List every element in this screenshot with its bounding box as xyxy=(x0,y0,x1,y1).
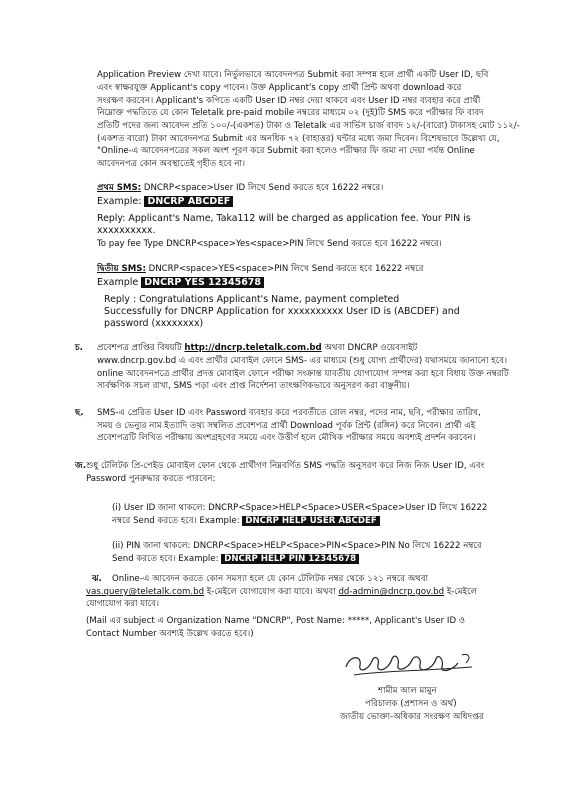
intro-line-5: প্রতিটি পদের জন্য আবেদন প্রতি ১০০/-(একশত) টাকা ও Teletalk এর সার্ভিস চার্জ বাবদ ১২/-(বারো) টাকাসহ মোট ১১২/- xyxy=(97,121,520,131)
sms1-instruction xyxy=(97,183,383,194)
para-cha-line-1a: প্রবেশপত্র প্রাপ্তির বিষয়টি xyxy=(97,343,185,353)
para-cha-line-3: online আবেদনপত্রে প্রার্থীর প্রদত্ত মোবাইল ফোনে পরীক্ষা সংক্রান্ত যাবতীয় যোগাযোগ সম্পন্ন করা হবে বিধায় উক্ত নম্বরটি xyxy=(97,369,509,379)
recover-pin-line-2a: Send করতে হবে। Example: xyxy=(112,554,222,564)
para-cha-line-1b: অথবা DNCRP ওয়েবসাইট xyxy=(321,343,418,353)
para-chha-line-3: প্রবেশপত্রটি লিখিত পরীক্ষায় অংশগ্রহণের সময়ে এবং উত্তীর্ণ হলে মৌখিক পরীক্ষার সময়ে অবশ্যই প্রদর্শন করবেন। xyxy=(97,433,476,443)
intro-line-7: "Online-এ আবেদনপত্রের সকল অংশ পূরণ করে Submit করা হলেও পরীক্ষার ফি জমা না দেয়া পর্যন্ত Online xyxy=(97,146,475,156)
sms1-reply-3: To pay fee Type DNCRP<space>Yes<space>PIN লিখে Send করতে হবে 16222 নম্বরে। xyxy=(97,239,442,249)
sms2-reply-1: Reply : Congratulations Applicant's Name, payment completed xyxy=(104,294,400,305)
admit-card-url-link[interactable]: http://dncrp.teletalk.com.bd xyxy=(184,343,322,353)
sms1-example-code: DNCRP ABCDEF xyxy=(144,196,233,207)
intro-line-3: সংরক্ষণ করবেন। Applicant's কপিতে একটি User ID নম্বর দেয়া থাকবে এবং User ID নম্বর ব্যবহার করে প্রার্থী xyxy=(97,96,481,106)
mail-note-line-1: (Mail এর subject এ Organization Name "DNCRP", Post Name: *****, Applicant's User ID ও xyxy=(86,616,466,626)
sms2-example-code: DNCRP YES 12345678 xyxy=(141,277,264,288)
intro-line-2: এবং স্বাক্ষরযুক্ত Applicant's copy পাবেন। উক্ত Applicant's copy প্রার্থী প্রিন্ট অথবা download করে xyxy=(97,83,462,93)
para-jha-line-1: Online-এ আবেদন করতে কোন সমস্যা হলে যে কোন টেলিটক নম্বর থেকে ১২১ নম্বরে অথবা xyxy=(112,574,429,584)
sms2-instruction xyxy=(97,264,423,275)
sms2-text: DNCRP<space>YES<space>PIN লিখে Send করতে হবে 16222 নম্বরে xyxy=(145,264,424,274)
sms2-example xyxy=(97,277,264,288)
para-cha-marker: চ. xyxy=(75,343,83,353)
sms1-label: প্রথম SMS: xyxy=(97,183,142,193)
sms1-reply-2: xxxxxxxxxx. xyxy=(97,225,156,236)
recover-pin-line-2 xyxy=(112,554,359,565)
para-chha-line-2: সময় ও ভেন্যুর নাম ইত্যাদি তথ্য সম্বলিত প্রবেশপত্র প্রার্থী Download পূর্বক প্রিন্ট (রঙ্গিন) করে নিবেন। প্রার্থী এই xyxy=(97,421,476,431)
intro-line-1: Application Preview দেখা যাবে। নির্ভুলভাবে আবেদনপত্র Submit করা সম্পন্ন হলে প্রার্থী একটি User ID, ছবি xyxy=(97,70,489,80)
para-jha-line-2d: ই-মেইলে xyxy=(444,587,477,597)
sms2-label: দ্বিতীয় SMS: xyxy=(97,264,146,274)
mail-note-line-2: Contact Number অবশ্যই উল্লেখ করতে হবে।) xyxy=(86,629,254,639)
recover-userid-line-2a: নম্বরে Send করতে হবে। Example: xyxy=(112,516,243,526)
intro-line-8: আবেদনপত্র কোন অবস্থাতেই গৃহীত হবে না। xyxy=(97,159,246,169)
recover-userid-line-2 xyxy=(112,516,380,527)
para-jha-line-3: যোগাযোগ করা যাবে। xyxy=(86,599,160,609)
para-ja-line-1: শুধু টেলিটক প্রি-পেইড মোবাইল ফোন থেকে প্রার্থীগণ নিম্নবর্ণিত SMS পদ্ধতি অনুসরণ করে নিজ নিজ User ID, এবং xyxy=(86,461,485,471)
intro-line-4: নিম্নোক্ত পদ্ধতিতে যে কোন Teletalk pre-paid mobile নম্বরের মাধ্যমে ০২ (দুই)টি SMS করে পরীক্ষার ফি বাবদ xyxy=(97,108,484,118)
para-cha-line-4: সার্বক্ষণিক সচল রাখা, SMS পড়া এবং প্রাপ্ত নির্দেশনা তাৎক্ষণিকভাবে অনুসরণ করা বাঞ্ছনীয়। xyxy=(97,381,410,391)
signatory-name: শামীম আল মামুন xyxy=(378,686,437,696)
handwritten-signature xyxy=(340,645,480,679)
para-cha-line-2: www.dncrp.gov.bd এ এবং প্রার্থীর মোবাইল ফোনে SMS- এর মাধ্যমে (শুধু যোগ্য প্রার্থীদের) যথাসময়ে জানানো হবে। xyxy=(97,356,508,366)
recover-pin-example-code: DNCRP HELP PIN 12345678 xyxy=(221,554,359,564)
sms2-reply-3: password (xxxxxxxx) xyxy=(104,318,204,329)
sms1-reply-1: Reply: Applicant's Name, Taka112 will be charged as application fee. Your PIN is xyxy=(97,213,471,224)
para-jha-marker: ঝ. xyxy=(92,574,102,584)
para-chha-marker: ছ. xyxy=(75,408,84,418)
sms2-example-label: Example xyxy=(97,277,142,288)
recover-userid-line-1: (i) User ID জানা থাকলে: DNCRP<Space>HELP<Space>USER<Space>User ID লিখে 16222 xyxy=(112,503,488,513)
dncrp-email-link[interactable]: dd-admin@dncrp.gov.bd xyxy=(338,587,445,597)
recover-userid-example-code: DNCRP HELP USER ABCDEF xyxy=(242,516,379,526)
sms1-example-label: Example: xyxy=(97,196,145,207)
sms2-reply-2: Successfully for DNCRP Application for xxxxxxxxxx User ID is (ABCDEF) and xyxy=(104,306,460,317)
teletalk-email-link[interactable]: vas.query@teletalk.com.bd xyxy=(86,587,205,597)
signatory-designation: পরিচালক (প্রশাসন ও অর্থ) xyxy=(365,699,457,709)
sms1-text: DNCRP<space>User ID লিখে Send করতে হবে 16222 নম্বরে। xyxy=(141,183,384,193)
para-jha-line-2 xyxy=(86,587,477,598)
para-jha-line-2b: ই-মেইলে যোগাযোগ করা যাবে। অথবা xyxy=(204,587,339,597)
signatory-office: জাতীয় ভোক্তা-অধিকার সংরক্ষণ অধিদপ্তর xyxy=(340,712,484,722)
intro-line-6: (একশত বারো) টাকা আবেদনপত্র Submit এর অনধিক ৭২ (বাহাত্তর) ঘন্টার মধ্যে জমা দিবেন। বিশেষভাবে উল্লেখ্য যে, xyxy=(97,134,500,144)
para-chha-line-1: SMS-এ প্রেরিত User ID এবং Password ব্যবহার করে পরবর্তীতে রোল নম্বর, পদের নাম, ছবি, পরীক্ষার তারিখ, xyxy=(97,408,481,418)
sms1-example xyxy=(97,196,233,207)
para-ja-marker: জ. xyxy=(75,461,86,471)
para-ja-line-2: Password পুনরুদ্ধার করতে পারবেন: xyxy=(86,474,216,484)
recover-pin-line-1: (ii) PIN জানা থাকলে: DNCRP<Space>HELP<Space>PIN<Space>PIN No লিখে 16222 নম্বরে xyxy=(112,541,482,551)
para-cha-line-1 xyxy=(97,343,417,354)
